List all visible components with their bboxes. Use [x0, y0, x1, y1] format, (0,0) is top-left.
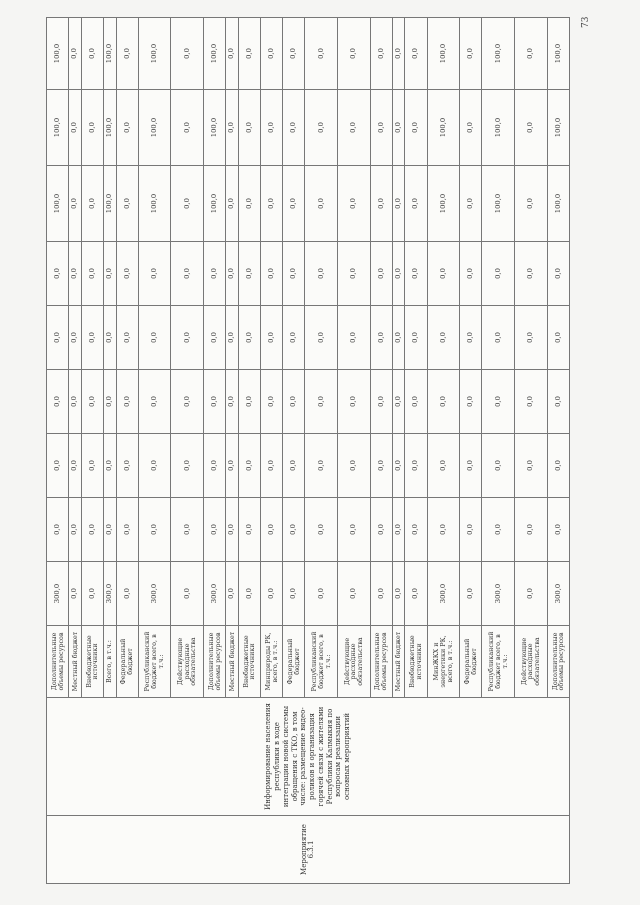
value-cell: 0,0	[116, 242, 138, 306]
value-cell: 0,0	[392, 90, 405, 166]
value-cell: 0,0	[171, 562, 204, 626]
value-cell: 0,0	[460, 562, 482, 626]
value-cell: 0,0	[337, 370, 370, 434]
value-cell: 0,0	[226, 242, 239, 306]
value-cell: 0,0	[171, 306, 204, 370]
value-cell: 0,0	[69, 434, 82, 498]
value-cell: 0,0	[514, 166, 547, 242]
value-cell: 0,0	[392, 18, 405, 90]
value-cell: 0,0	[116, 370, 138, 434]
value-cell: 0,0	[392, 498, 405, 562]
value-cell: 0,0	[171, 498, 204, 562]
value-cell: 0,0	[69, 166, 82, 242]
value-cell: 0,0	[69, 562, 82, 626]
value-cell: 0,0	[260, 434, 282, 498]
value-cell: 0,0	[203, 434, 225, 498]
value-cell: 0,0	[514, 370, 547, 434]
value-cell: 0,0	[47, 242, 69, 306]
value-cell: 0,0	[283, 562, 305, 626]
value-cell: 0,0	[283, 434, 305, 498]
value-cell: 0,0	[514, 434, 547, 498]
value-cell: 0,0	[203, 242, 225, 306]
value-cell: 0,0	[138, 434, 171, 498]
funding-source-cell: Действующие расходные обязательства	[171, 626, 204, 698]
value-cell: 0,0	[283, 166, 305, 242]
value-cell: 0,0	[460, 434, 482, 498]
value-cell: 0,0	[514, 18, 547, 90]
value-cell: 0,0	[226, 498, 239, 562]
value-cell: 100,0	[203, 90, 225, 166]
funding-source-cell: МинЖКХ и энергетики РК, всего, в т.ч.:	[427, 626, 460, 698]
value-cell: 0,0	[482, 498, 515, 562]
value-cell: 100,0	[482, 90, 515, 166]
value-cell: 0,0	[547, 434, 569, 498]
value-cell: 0,0	[260, 242, 282, 306]
funding-source-cell: Республиканский бюджет всего, в т.ч.:	[305, 626, 338, 698]
activity-description: Информирование населения республики в ходе интеграции новой системы обращения с ТКО, в том числе: размещение видео-роликов и организация горячей связи с жителями Республики Калмыкия по вопросам реализации основных мероприятий	[47, 698, 570, 816]
value-cell: 0,0	[370, 434, 392, 498]
table-body	[47, 18, 570, 884]
funding-source-cell: Внебюджетные источники	[238, 626, 260, 698]
value-cell: 0,0	[238, 562, 260, 626]
value-cell: 0,0	[405, 166, 427, 242]
funding-source-cell: Федеральный бюджет	[283, 626, 305, 698]
value-cell: 0,0	[305, 18, 338, 90]
value-cell: 0,0	[305, 562, 338, 626]
value-cell: 0,0	[427, 242, 460, 306]
value-cell: 0,0	[260, 166, 282, 242]
value-cell: 0,0	[116, 498, 138, 562]
value-cell: 0,0	[337, 562, 370, 626]
value-cell: 100,0	[103, 90, 116, 166]
value-cell: 0,0	[238, 434, 260, 498]
value-cell: 0,0	[405, 242, 427, 306]
value-cell: 0,0	[427, 306, 460, 370]
value-cell: 0,0	[81, 434, 103, 498]
value-cell: 100,0	[547, 166, 569, 242]
value-cell: 0,0	[337, 166, 370, 242]
value-cell: 0,0	[305, 306, 338, 370]
funding-source-cell: Местный бюджет	[392, 626, 405, 698]
funding-source-cell: Республиканский бюджет всего, в т.ч.:	[482, 626, 515, 698]
value-cell: 0,0	[47, 498, 69, 562]
funding-source-cell: Дополнительные объемы ресурсов	[47, 626, 69, 698]
value-cell: 0,0	[337, 242, 370, 306]
funding-source-cell: Республиканский бюджет всего, в т.ч.:	[138, 626, 171, 698]
value-cell: 0,0	[69, 90, 82, 166]
value-cell: 0,0	[138, 370, 171, 434]
funding-source-cell: Местный бюджет	[69, 626, 82, 698]
table-row	[47, 18, 69, 884]
value-cell: 0,0	[171, 434, 204, 498]
value-cell: 300,0	[482, 562, 515, 626]
value-cell: 0,0	[69, 18, 82, 90]
value-cell: 0,0	[482, 370, 515, 434]
value-cell: 0,0	[226, 370, 239, 434]
budget-table	[46, 17, 570, 884]
value-cell: 100,0	[203, 18, 225, 90]
value-cell: 0,0	[226, 562, 239, 626]
value-cell: 0,0	[203, 306, 225, 370]
value-cell: 0,0	[238, 166, 260, 242]
value-cell: 0,0	[547, 498, 569, 562]
value-cell: 0,0	[370, 242, 392, 306]
value-cell: 0,0	[392, 370, 405, 434]
value-cell: 100,0	[427, 166, 460, 242]
value-cell: 0,0	[47, 434, 69, 498]
value-cell: 0,0	[138, 306, 171, 370]
value-cell: 0,0	[305, 90, 338, 166]
value-cell: 0,0	[514, 90, 547, 166]
value-cell: 0,0	[226, 18, 239, 90]
value-cell: 100,0	[103, 18, 116, 90]
value-cell: 0,0	[370, 306, 392, 370]
value-cell: 0,0	[116, 166, 138, 242]
value-cell: 0,0	[392, 242, 405, 306]
value-cell: 100,0	[138, 90, 171, 166]
activity-code: Мероприятие 6.3.1	[47, 816, 570, 884]
value-cell: 0,0	[171, 166, 204, 242]
value-cell: 300,0	[138, 562, 171, 626]
value-cell: 0,0	[405, 306, 427, 370]
value-cell: 0,0	[69, 242, 82, 306]
value-cell: 0,0	[427, 434, 460, 498]
value-cell: 0,0	[482, 434, 515, 498]
value-cell: 0,0	[370, 166, 392, 242]
value-cell: 0,0	[460, 166, 482, 242]
value-cell: 0,0	[514, 306, 547, 370]
value-cell: 100,0	[203, 166, 225, 242]
value-cell: 0,0	[460, 306, 482, 370]
value-cell: 0,0	[392, 166, 405, 242]
value-cell: 0,0	[405, 90, 427, 166]
value-cell: 0,0	[238, 498, 260, 562]
value-cell: 0,0	[337, 434, 370, 498]
value-cell: 0,0	[460, 242, 482, 306]
funding-source-cell: Дополнительные объемы ресурсов	[203, 626, 225, 698]
value-cell: 0,0	[460, 90, 482, 166]
value-cell: 100,0	[547, 18, 569, 90]
value-cell: 0,0	[103, 498, 116, 562]
value-cell: 0,0	[305, 434, 338, 498]
value-cell: 100,0	[427, 90, 460, 166]
value-cell: 0,0	[138, 242, 171, 306]
value-cell: 0,0	[405, 562, 427, 626]
value-cell: 0,0	[171, 90, 204, 166]
value-cell: 0,0	[116, 18, 138, 90]
value-cell: 0,0	[81, 562, 103, 626]
value-cell: 0,0	[260, 306, 282, 370]
funding-source-cell: Внебюджетные источники	[81, 626, 103, 698]
value-cell: 300,0	[427, 562, 460, 626]
value-cell: 0,0	[370, 90, 392, 166]
value-cell: 0,0	[47, 370, 69, 434]
value-cell: 0,0	[238, 242, 260, 306]
funding-source-cell: Дополнительные объемы ресурсов	[370, 626, 392, 698]
value-cell: 0,0	[405, 498, 427, 562]
value-cell: 0,0	[103, 242, 116, 306]
value-cell: 0,0	[547, 370, 569, 434]
value-cell: 0,0	[482, 306, 515, 370]
value-cell: 0,0	[427, 498, 460, 562]
value-cell: 0,0	[138, 498, 171, 562]
value-cell: 100,0	[47, 90, 69, 166]
value-cell: 0,0	[283, 370, 305, 434]
value-cell: 0,0	[305, 498, 338, 562]
value-cell: 0,0	[370, 562, 392, 626]
value-cell: 0,0	[69, 306, 82, 370]
value-cell: 0,0	[69, 498, 82, 562]
value-cell: 0,0	[482, 242, 515, 306]
value-cell: 0,0	[547, 242, 569, 306]
value-cell: 0,0	[116, 306, 138, 370]
value-cell: 0,0	[81, 242, 103, 306]
funding-source-cell: Всего, в т.ч.:	[103, 626, 116, 698]
value-cell: 0,0	[305, 370, 338, 434]
value-cell: 0,0	[370, 18, 392, 90]
value-cell: 100,0	[138, 166, 171, 242]
value-cell: 100,0	[47, 166, 69, 242]
funding-source-cell: Федеральный бюджет	[460, 626, 482, 698]
value-cell: 0,0	[81, 498, 103, 562]
value-cell: 0,0	[337, 306, 370, 370]
value-cell: 0,0	[337, 18, 370, 90]
value-cell: 0,0	[260, 562, 282, 626]
value-cell: 0,0	[370, 370, 392, 434]
value-cell: 0,0	[226, 434, 239, 498]
value-cell: 0,0	[514, 242, 547, 306]
value-cell: 0,0	[116, 90, 138, 166]
value-cell: 100,0	[482, 18, 515, 90]
value-cell: 0,0	[203, 498, 225, 562]
value-cell: 0,0	[547, 306, 569, 370]
value-cell: 0,0	[392, 434, 405, 498]
value-cell: 0,0	[392, 562, 405, 626]
value-cell: 0,0	[47, 306, 69, 370]
value-cell: 0,0	[283, 90, 305, 166]
value-cell: 0,0	[238, 18, 260, 90]
value-cell: 0,0	[427, 370, 460, 434]
value-cell: 0,0	[283, 242, 305, 306]
value-cell: 0,0	[392, 306, 405, 370]
funding-source-cell: Федеральный бюджет	[116, 626, 138, 698]
value-cell: 0,0	[103, 434, 116, 498]
funding-source-cell: Местный бюджет	[226, 626, 239, 698]
page-number: 73	[581, 16, 591, 28]
value-cell: 0,0	[171, 242, 204, 306]
value-cell: 0,0	[203, 370, 225, 434]
value-cell: 0,0	[81, 370, 103, 434]
value-cell: 0,0	[283, 306, 305, 370]
funding-source-cell: Внебюджетные источники	[405, 626, 427, 698]
value-cell: 0,0	[260, 370, 282, 434]
value-cell: 0,0	[460, 498, 482, 562]
value-cell: 100,0	[138, 18, 171, 90]
value-cell: 0,0	[514, 498, 547, 562]
value-cell: 0,0	[171, 18, 204, 90]
value-cell: 300,0	[103, 562, 116, 626]
value-cell: 0,0	[238, 90, 260, 166]
value-cell: 100,0	[103, 166, 116, 242]
value-cell: 0,0	[337, 498, 370, 562]
value-cell: 0,0	[103, 370, 116, 434]
value-cell: 300,0	[47, 562, 69, 626]
funding-source-cell: Дополнительные объемы ресурсов	[547, 626, 569, 698]
funding-source-cell: Действующие расходные обязательства	[514, 626, 547, 698]
value-cell: 0,0	[337, 90, 370, 166]
value-cell: 0,0	[514, 562, 547, 626]
value-cell: 0,0	[226, 166, 239, 242]
value-cell: 0,0	[405, 434, 427, 498]
funding-source-cell: Минприроды РК, всего, в т.ч.:	[260, 626, 282, 698]
value-cell: 0,0	[81, 306, 103, 370]
value-cell: 0,0	[69, 370, 82, 434]
value-cell: 0,0	[305, 166, 338, 242]
value-cell: 100,0	[427, 18, 460, 90]
value-cell: 0,0	[370, 498, 392, 562]
rotated-table-wrapper	[46, 18, 570, 884]
value-cell: 100,0	[547, 90, 569, 166]
value-cell: 0,0	[171, 370, 204, 434]
value-cell: 0,0	[81, 166, 103, 242]
value-cell: 0,0	[238, 370, 260, 434]
value-cell: 0,0	[116, 562, 138, 626]
value-cell: 0,0	[460, 370, 482, 434]
value-cell: 0,0	[116, 434, 138, 498]
value-cell: 0,0	[460, 18, 482, 90]
funding-source-cell: Действующие расходные обязательства	[337, 626, 370, 698]
value-cell: 0,0	[238, 306, 260, 370]
value-cell: 300,0	[547, 562, 569, 626]
value-cell: 0,0	[260, 18, 282, 90]
value-cell: 0,0	[226, 90, 239, 166]
value-cell: 0,0	[405, 370, 427, 434]
value-cell: 0,0	[305, 242, 338, 306]
value-cell: 100,0	[482, 166, 515, 242]
value-cell: 0,0	[283, 498, 305, 562]
value-cell: 0,0	[103, 306, 116, 370]
value-cell: 0,0	[81, 18, 103, 90]
value-cell: 0,0	[260, 90, 282, 166]
value-cell: 0,0	[81, 90, 103, 166]
value-cell: 0,0	[260, 498, 282, 562]
value-cell: 0,0	[226, 306, 239, 370]
value-cell: 300,0	[203, 562, 225, 626]
value-cell: 0,0	[405, 18, 427, 90]
value-cell: 0,0	[283, 18, 305, 90]
value-cell: 100,0	[47, 18, 69, 90]
